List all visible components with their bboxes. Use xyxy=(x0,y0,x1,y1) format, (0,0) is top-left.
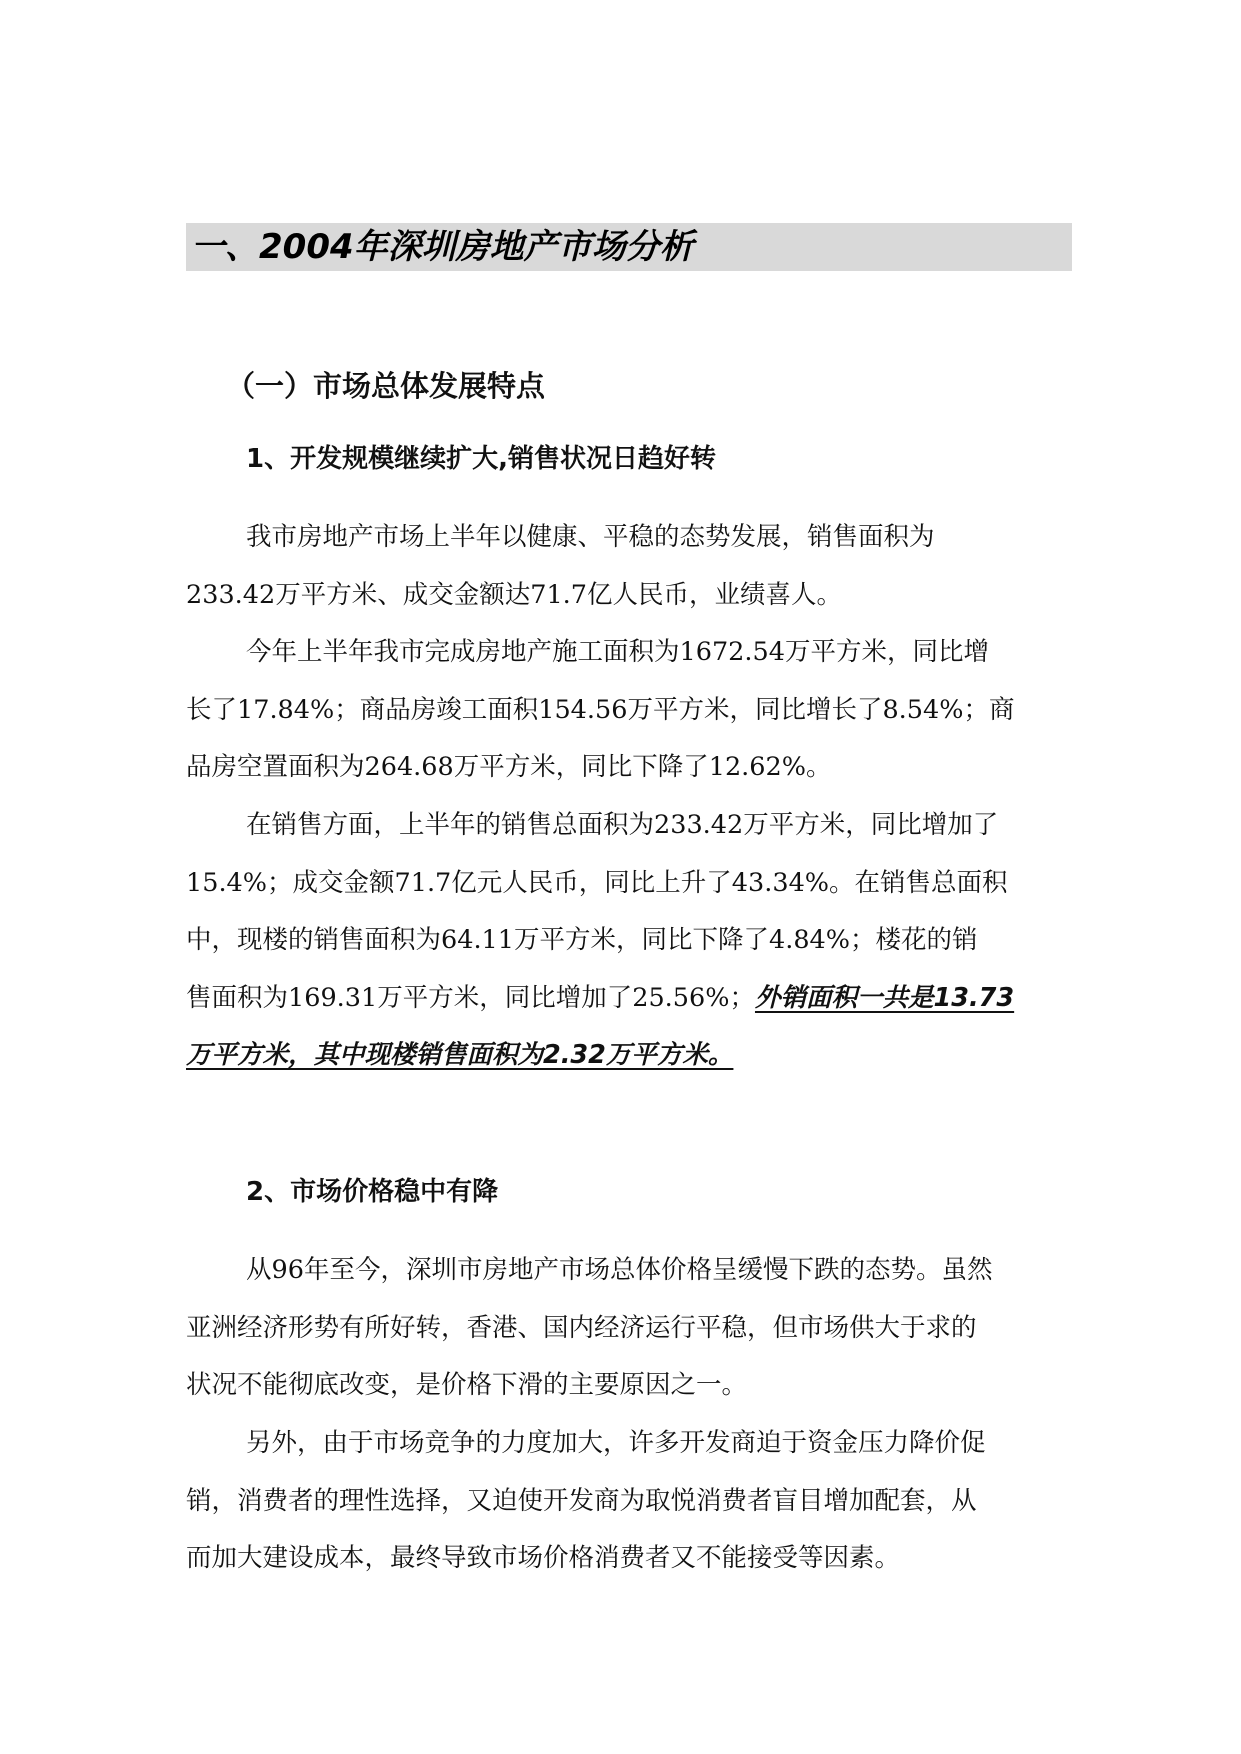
paragraph-line: 从96年至今，深圳市房地产市场总体价格呈缓慢下跌的态势。虽然 xyxy=(246,1255,993,1285)
paragraph-line: 在销售方面，上半年的销售总面积为233.42万平方米，同比增加了 xyxy=(246,810,999,840)
paragraph-line xyxy=(186,970,1086,1028)
subsection-title-2: 2、市场价格稳中有降 xyxy=(246,1177,499,1207)
paragraph-line: 品房空置面积为264.68万平方米，同比下降了12.62%。 xyxy=(186,752,832,782)
paragraph-line xyxy=(186,1027,1086,1085)
paragraph-line: 状况不能彻底改变，是价格下滑的主要原因之一。 xyxy=(186,1370,748,1400)
paragraph-line: 我市房地产市场上半年以健康、平稳的态势发展，销售面积为 xyxy=(246,522,935,552)
paragraph-line: 长了17.84%；商品房竣工面积154.56万平方米，同比增长了8.54%；商 xyxy=(186,694,1015,725)
paragraph-line: 亚洲经济形势有所好转，香港、国内经济运行平稳，但市场供大于求的 xyxy=(186,1312,977,1343)
paragraph-4 xyxy=(186,1242,1086,1415)
section-title: （一）市场总体发展特点 xyxy=(226,369,546,403)
emphasized-text: 外销面积一共是13.73 xyxy=(754,982,1015,1013)
paragraph-line: 15.4%；成交金额71.7亿元人民币，同比上升了43.34%。在销售总面积 xyxy=(186,867,1008,898)
paragraph-5 xyxy=(186,1415,1086,1588)
paragraph-text: 售面积为169.31万平方米，同比增加了25.56%； xyxy=(186,982,755,1013)
paragraph-line: 中，现楼的销售面积为64.11万平方米，同比下降了4.84%；楼花的销 xyxy=(186,925,978,955)
subsection-title-1: 1、开发规模继续扩大,销售状况日趋好转 xyxy=(246,444,716,474)
paragraph-2 xyxy=(186,624,1086,797)
emphasized-text: 万平方米，其中现楼销售面积为2.32万平方米。 xyxy=(186,1040,734,1070)
paragraph-1 xyxy=(186,509,1086,624)
paragraph-line: 而加大建设成本，最终导致市场价格消费者又不能接受等因素。 xyxy=(186,1543,901,1573)
paragraph-line: 另外，由于市场竞争的力度加大，许多开发商迫于资金压力降价促 xyxy=(246,1428,986,1458)
paragraph-line: 销，消费者的理性选择，又迫使开发商为取悦消费者盲目增加配套，从 xyxy=(186,1485,977,1516)
chapter-title: 一、2004年深圳房地产市场分析 xyxy=(191,227,694,267)
paragraph-3 xyxy=(186,797,1086,1085)
paragraph-line: 今年上半年我市完成房地产施工面积为1672.54万平方米，同比增 xyxy=(246,637,989,667)
paragraph-line: 233.42万平方米、成交金额达71.7亿人民币，业绩喜人。 xyxy=(186,579,843,610)
